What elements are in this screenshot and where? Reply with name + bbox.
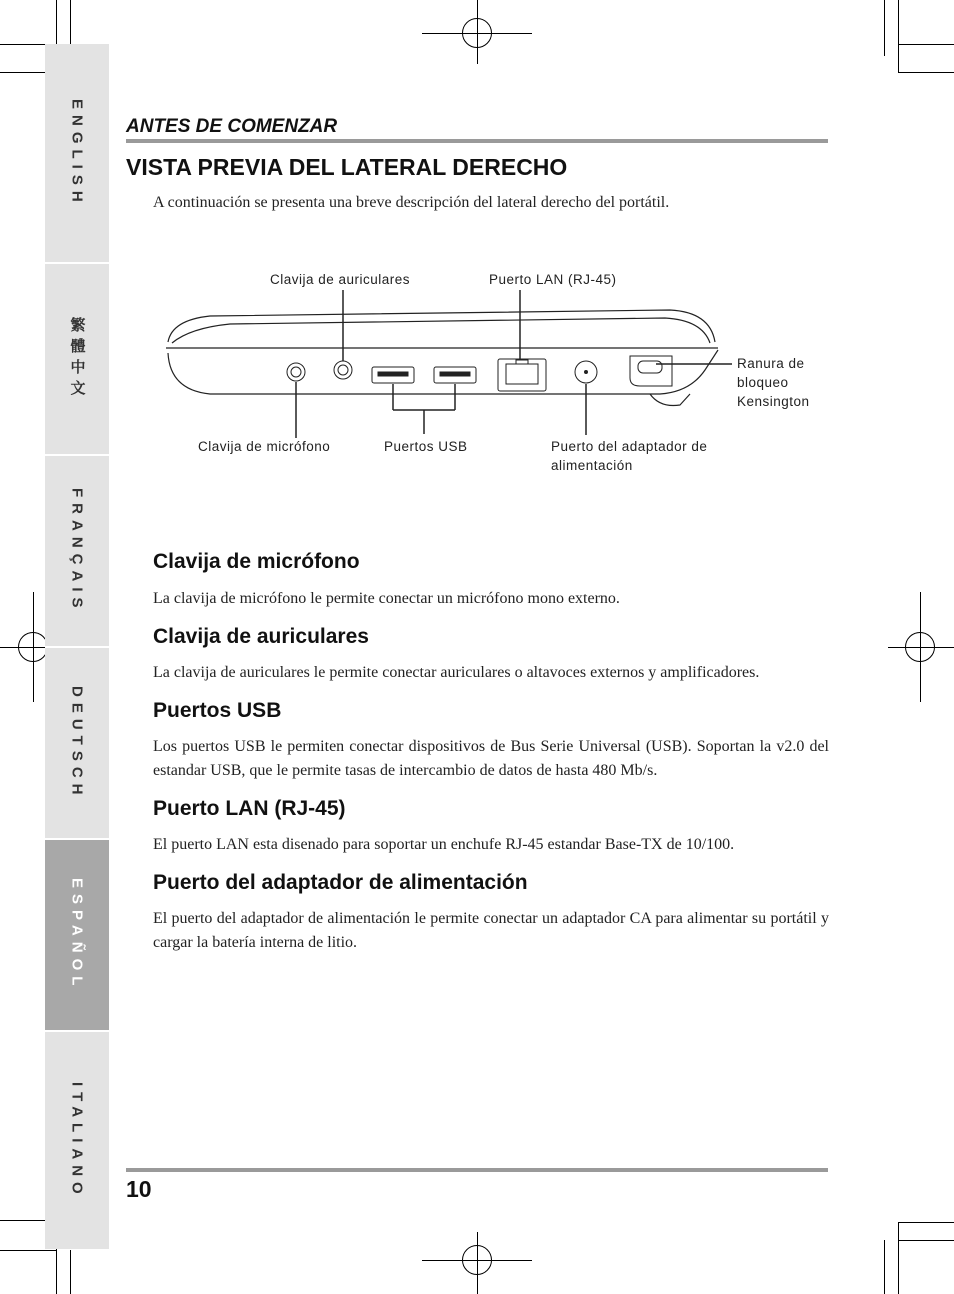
page-title: VISTA PREVIA DEL LATERAL DERECHO: [126, 154, 568, 180]
section-heading: Puerto LAN (RJ-45): [153, 797, 346, 820]
section-heading: Clavija de auriculares: [153, 625, 369, 648]
section-heading: Clavija de micrófono: [153, 550, 360, 573]
header-rule: [126, 139, 828, 143]
section-text: La clavija de auriculares le permite conectar auriculares o altavoces externos y amplificadores.: [153, 664, 760, 681]
power-port-icon: [575, 361, 597, 383]
mic-label: Clavija de micrófono: [198, 439, 331, 454]
tab-francais[interactable]: FRANÇAIS: [45, 456, 109, 648]
section-text: Los puertos USB le permiten conectar dispositivos de Bus Serie Universal (USB). Soportan la v2.0 del estandar USB, que le permite tasas de intercambio de datos de hasta 480 Mb/s.: [153, 738, 829, 779]
kensington-label-line2: bloqueo: [737, 375, 789, 390]
headphone-jack-icon: [334, 361, 352, 379]
section-heading: Puerto del adaptador de alimentación: [153, 871, 528, 894]
tab-espanol[interactable]: ESPAÑOL: [45, 840, 109, 1032]
laptop-body: [166, 310, 718, 406]
section-text: El puerto LAN esta disenado para soportar un enchufe RJ-45 estandar Base-TX de 10/100.: [153, 836, 735, 853]
kensington-label-line1: Ranura de: [737, 356, 805, 371]
power-label-line2: alimentación: [551, 458, 633, 473]
section-label: ANTES DE COMENZAR: [126, 116, 338, 137]
tab-italiano[interactable]: ITALIANO: [68, 1081, 86, 1200]
footer-rule: [126, 1168, 828, 1172]
tab-english[interactable]: ENGLISH: [45, 44, 109, 264]
usb-port-icon: [372, 367, 414, 383]
tab-deutsch[interactable]: DEUTSCH: [45, 648, 109, 840]
section-text: La clavija de micrófono le permite conectar un micrófono mono externo.: [153, 590, 620, 607]
usb-label: Puertos USB: [384, 439, 468, 454]
tab-chinese[interactable]: 繁體中文: [45, 264, 109, 456]
headphone-label: Clavija de auriculares: [270, 272, 411, 287]
laptop-side-diagram: [150, 260, 830, 490]
kensington-slot-icon: [630, 356, 672, 386]
section-text: El puerto del adaptador de alimentación le permite conectar un adaptador CA para alimentar su portátil y cargar la batería interna de litio.: [153, 910, 829, 951]
section-heading: Puertos USB: [153, 699, 282, 722]
lan-port-icon: [498, 359, 546, 391]
page-number: 10: [126, 1176, 152, 1202]
lan-label: Puerto LAN (RJ-45): [489, 272, 617, 287]
mic-jack-icon: [287, 363, 305, 381]
power-label-line1: Puerto del adaptador de: [551, 439, 708, 454]
kensington-label-line3: Kensington: [737, 394, 810, 409]
usb-port-icon: [434, 367, 476, 383]
intro-text: A continuación se presenta una breve descripción del lateral derecho del portátil.: [153, 194, 670, 211]
